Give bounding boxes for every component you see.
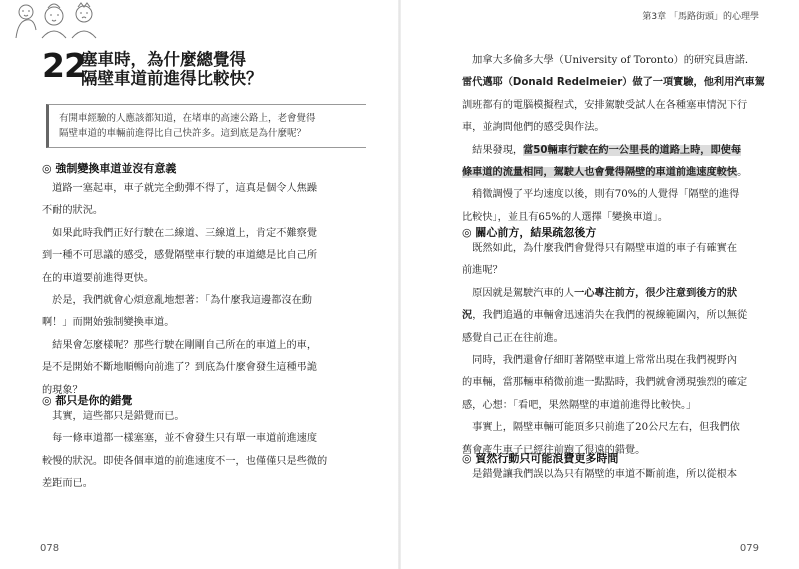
body-line: 訓班都有的電腦模擬程式，安排駕駛受試人在各種塞車情況下行 bbox=[462, 99, 748, 111]
bold-text: 一心專注前方，很少注意到後方的狀 bbox=[574, 287, 738, 299]
body-line: 是錯覺讓我們誤以為只有隔壁的車道不斷前進，所以從根本 bbox=[462, 469, 738, 480]
body-line: 結果會怎麼樣呢？那些行駛在剛剛自己所在的車道上的車， bbox=[42, 339, 318, 351]
body-line: 感，心想：「看吧，果然隔壁的車道前進得比較快。」 bbox=[462, 399, 697, 411]
page-number-left: 078 bbox=[40, 543, 60, 554]
body-line: 雷代邁耶（Donald Redelmeier）做了一項實驗，他利用汽車駕 bbox=[462, 77, 765, 89]
body-line: 不耐的狀況。 bbox=[42, 205, 104, 217]
body-line: 事實上，隔壁車輛可能頂多只前進了20公尺左右，但我們依 bbox=[462, 422, 740, 434]
left-page bbox=[0, 0, 399, 569]
intro-box bbox=[46, 104, 366, 148]
highlighted-text: 條車道的流量相同，駕駛人也會覺得隔壁的車道前進速度較快 bbox=[462, 167, 738, 179]
chapter-running-head: 第3章 「馬路街頭」的心理學 bbox=[642, 12, 759, 22]
article-title bbox=[81, 50, 263, 88]
body-line: 比較快」，並且有65%的人選擇「變換車道」。 bbox=[462, 211, 669, 223]
highlight-paragraph bbox=[462, 140, 782, 162]
body-line: 啊！」而開始強制變換車道。 bbox=[42, 317, 175, 329]
body-line: 道路一塞起車，車子就完全動彈不得了，這真是個令人焦躁 bbox=[42, 183, 318, 194]
highlight-paragraph-cont bbox=[462, 162, 782, 184]
body-line: 舊會產生車子已經往前跑了很遠的錯覺。 bbox=[462, 444, 646, 456]
bold-text: 況 bbox=[462, 310, 473, 322]
body-line: 車，並詢問他們的感受與作法。 bbox=[462, 122, 605, 134]
section-heading-rash-action: ◎ 貿然行動只可能浪費更多時間 bbox=[462, 452, 619, 465]
research-intro bbox=[462, 50, 782, 229]
body-line: 差距而已。 bbox=[42, 478, 93, 490]
article-number: 22 bbox=[42, 46, 86, 85]
body-line: 到一種不可思議的感受，感覺隔壁車行駛的車道總是比自己所 bbox=[42, 250, 318, 262]
article-title-line2: 隔壁車道前進得比較快？ bbox=[81, 69, 263, 88]
section1-body bbox=[42, 178, 372, 402]
article-title-line1: 塞車時，為什麼總覺得 bbox=[81, 50, 246, 69]
body-line: 在的車道要前進得更快。 bbox=[42, 272, 155, 284]
body-line: 的車輛，當那輛車稍微前進一點點時，我們就會湧現強烈的確定 bbox=[462, 377, 748, 389]
intro-line: 有開車經驗的人應該都知道，在堵車的高速公路上，老會覺得 bbox=[59, 113, 316, 124]
section3-body bbox=[462, 238, 782, 462]
body-line: 於是，我們就會心煩意亂地想著：「為什麼我這邊都沒在動 bbox=[42, 295, 312, 307]
intro-line: 隔壁車道的車輛前進得比自己快許多。這到底是為什麼呢？ bbox=[59, 128, 307, 139]
right-page bbox=[400, 0, 799, 569]
body-line: 每一條車道都一樣塞塞，並不會發生只有單一車道前進速度 bbox=[42, 433, 318, 445]
cartoon-faces-icon bbox=[12, 2, 108, 40]
body-line: 同時，我們還會仔細盯著隔壁車道上常常出現在我們視野內 bbox=[462, 355, 738, 367]
section-heading-front-focus: ◎ 關心前方，結果疏忽後方 bbox=[462, 226, 597, 239]
body-text: ，我們追過的車輛會迅速消失在我們的視線範圍內，所以無從 bbox=[472, 310, 748, 322]
body-text: 。 bbox=[737, 167, 748, 179]
body-line: 如果此時我們正好行駛在二線道、三線道上，肯定不難察覺 bbox=[42, 227, 318, 239]
body-line: 是不是開始不斷地順暢向前進了？到底為什麼會發生這種弔詭 bbox=[42, 362, 318, 374]
body-line: 稍微調慢了平均速度以後，則有70%的人覺得「隔壁的進得 bbox=[462, 189, 740, 201]
body-line: 其實，這些都只是錯覺而已。 bbox=[42, 411, 185, 422]
highlighted-text: 當50輛車行駛在約一公里長的道路上時，即使每 bbox=[523, 144, 742, 156]
body-line: 的現象？ bbox=[42, 384, 83, 396]
body-text: 原因就是駕駛汽車的人 bbox=[462, 287, 575, 299]
body-line-mixed bbox=[462, 283, 782, 305]
body-text: 結果發現， bbox=[462, 144, 524, 156]
section-heading-illusion: ◎ 都只是你的錯覺 bbox=[42, 394, 133, 407]
body-line: 既然如此，為什麼我們會覺得只有隔壁車道的車子有確實在 bbox=[462, 243, 738, 254]
section2-body bbox=[42, 406, 372, 496]
section-heading-lane-change: ◎ 強制變換車道並沒有意義 bbox=[42, 162, 177, 175]
page-number-right: 079 bbox=[739, 543, 759, 554]
section4-body bbox=[462, 464, 782, 486]
body-line: 前進呢？ bbox=[462, 265, 503, 277]
body-line: 較慢的狀況。即使各個車道的前進速度不一，也僅僅只是些微的 bbox=[42, 455, 328, 467]
body-line: 感覺自己正在往前進。 bbox=[462, 332, 564, 344]
body-line-mixed bbox=[462, 305, 782, 327]
body-line: 加拿大多倫多大學（University of Toronto）的研究員唐諾． bbox=[462, 55, 756, 66]
